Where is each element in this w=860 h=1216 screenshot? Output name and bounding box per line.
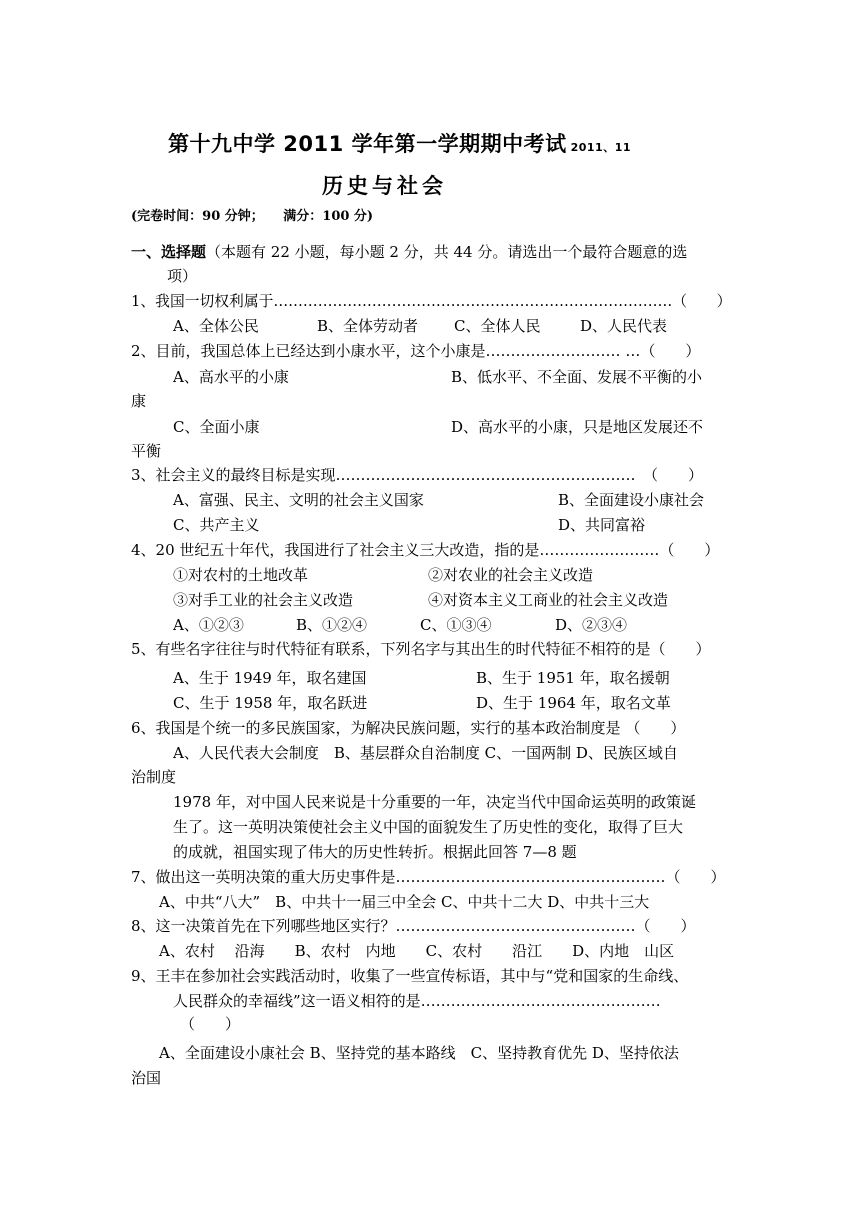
q4-item-4: ④对资本主义工商业的社会主义改造 [428,591,669,609]
exam-title-text: 第十九中学 2011 学年第一学期期中考试 [168,132,567,156]
q9-answer-paren: （ ） [180,1015,241,1033]
passage-line-2: 生了。这一英明决策使社会主义中国的面貌发生了历史性的变化，取得了巨大 [173,818,684,836]
q4-item-3: ③对手工业的社会主义改造 [173,591,354,609]
q1-option-d: D、人民代表 [580,317,668,335]
q2-option-a: A、高水平的小康 [173,368,289,386]
q4-option-d: D、②③④ [555,616,628,634]
passage-line-1: 1978 年，对中国人民来说是十分重要的一年，决定当代中国命运英明的政策诞 [173,793,696,811]
q2-stem: 2、目前，我国总体上已经达到小康水平，这个小康是……………………… …（ ） [131,342,701,360]
q8-stem: 8、这一决策首先在下列哪些地区实行？…………………………………………（ ） [131,917,696,935]
exam-date: 2011、11 [570,141,632,154]
q5-option-b: B、生于 1951 年，取名援朝 [476,669,670,687]
q3-option-b: B、全面建设小康社会 [558,491,705,509]
q1-option-c: C、全体人民 [454,317,541,335]
q7-stem: 7、做出这一英明决策的重大历史事件是………………………………………………（ ） [131,868,726,886]
q7-options: A、中共“八大” B、中共十一届三中全会 C、中共十二大 D、中共十三大 [159,893,650,911]
section-heading-line [131,241,687,263]
passage-line-3: 的成就，祖国实现了伟大的历史性转折。根据此回答 7—8 题 [173,843,577,861]
q4-stem: 4、20 世纪五十年代，我国进行了社会主义三大改造，指的是……………………（ ） [131,541,720,559]
subject-title: 历史与社会 [322,174,447,198]
q3-option-c: C、共产主义 [173,516,260,534]
q4-option-a: A、①②③ [173,616,244,634]
q5-option-d: D、生于 1964 年，取名文革 [476,694,671,712]
q9-options-cont: 治国 [131,1069,162,1087]
q5-option-a: A、生于 1949 年，取名建国 [173,669,367,687]
q5-option-c: C、生于 1958 年，取名跃进 [173,694,368,712]
q4-item-2: ②对农业的社会主义改造 [428,566,594,584]
q2-option-d: D、高水平的小康，只是地区发展还不 [451,418,704,436]
q1-option-a: A、全体公民 [173,317,259,335]
q9-stem: 9、王丰在参加社会实践活动时，收集了一些宣传标语，其中与“党和国家的生命线、 [131,967,689,985]
exam-meta: (完卷时间：90 分钟； 满分：100 分) [131,209,374,224]
q2-option-b: B、低水平、不全面、发展不平衡的小 [451,368,703,386]
q2-option-d-cont: 平衡 [131,442,162,460]
q6-stem: 6、我国是个统一的多民族国家，为解决民族问题，实行的基本政治制度是 （ ） [131,719,686,737]
q2-option-c: C、全面小康 [173,418,260,436]
q4-item-1: ①对农村的土地改革 [173,566,309,584]
q3-option-a: A、富强、民主、文明的社会主义国家 [173,491,424,509]
q6-options: A、人民代表大会制度 B、基层群众自治制度 C、一国两制 D、民族区域自 [173,744,678,762]
q6-options-cont: 治制度 [131,768,177,786]
q1-stem: 1、我国一切权利属于………………………………………………………………………（ ） [131,292,732,310]
q1-option-b: B、全体劳动者 [317,317,419,335]
q5-stem: 5、有些名字往往与时代特征有联系，下列名字与其出生的时代特征不相符的是（ ） [131,640,711,658]
q3-stem: 3、社会主义的最终目标是实现…………………………………………………… （ ） [131,466,704,484]
q4-option-c: C、①③④ [420,616,492,634]
q4-option-b: B、①②④ [296,616,368,634]
section-instructions: （本题有 22 小题，每小题 2 分，共 44 分。请选出一个最符合题意的选 [206,243,688,261]
q3-option-d: D、共同富裕 [558,516,646,534]
section-heading: 一、选择题 [131,243,207,261]
q2-option-b-cont: 康 [131,392,147,410]
exam-title [168,128,631,158]
section-instructions-cont: 项） [167,267,198,285]
q8-options: A、农村 沿海 B、农村 内地 C、农村 沿江 D、内地 山区 [159,942,675,960]
q9-stem-cont: 人民群众的幸福线”这一语义相符的是………………………………………… [173,992,661,1010]
q9-options: A、全面建设小康社会 B、坚持党的基本路线 C、坚持教育优先 D、坚持依法 [159,1044,679,1062]
